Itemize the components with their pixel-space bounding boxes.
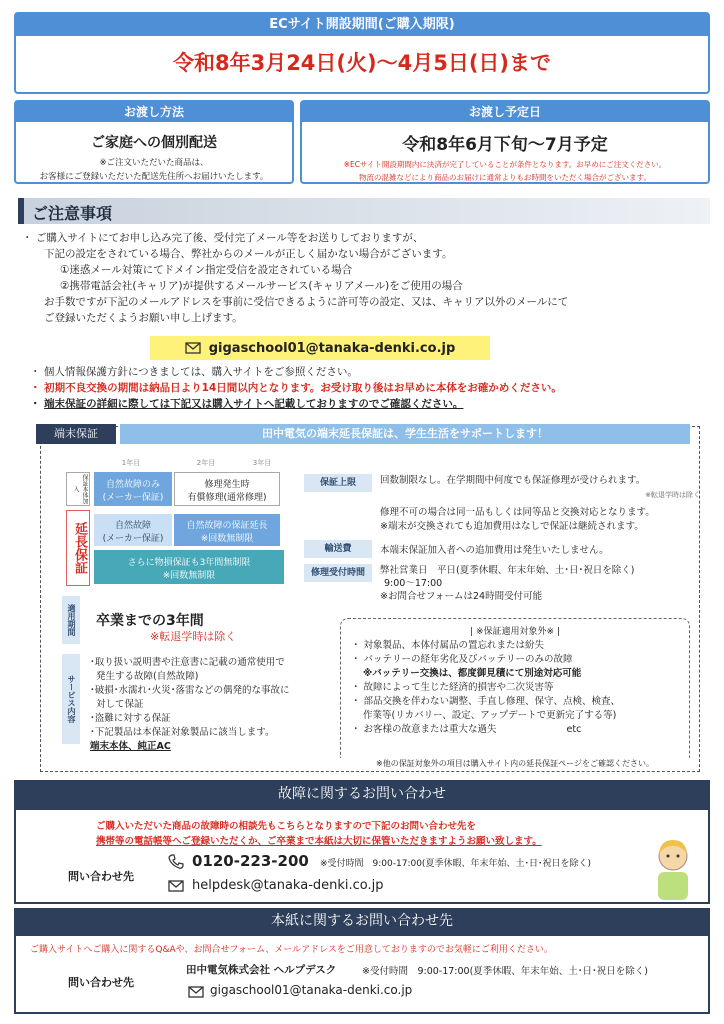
fault-note-2: 携帯等の電話帳等へご登録いただくか、ご卒業まで本紙は大切に保管いただきますようお願い致します。	[96, 836, 542, 847]
exclusion-2b: ※バッテリー交換は、都度御見積にて別途対応可能	[363, 668, 582, 679]
limit-details	[380, 474, 700, 534]
notice-body	[22, 230, 712, 326]
diag-paid: 修理発生時 有償修理(通常修理)	[174, 472, 280, 506]
notice-p1: ・ ご購入サイトにてお申し込み完了後、受付完了メール等をお送りしておりますが、	[22, 232, 424, 244]
service-6: ･下記製品は本保証対象製品に該当します。	[90, 727, 275, 738]
diag-natural: 自然故障 (メーカー保証)	[94, 514, 172, 546]
notice-email-box	[150, 336, 490, 360]
exclusions-box	[340, 618, 690, 764]
exclusions-title: | ※保証適用対象外※ |	[470, 627, 560, 637]
fault-note-1: ご購入いただいた商品の故障時の相談先もこちらとなりますので下記のお問い合わせ先を	[96, 821, 477, 832]
delivery-method-box	[14, 100, 294, 184]
ec-period-box	[14, 12, 710, 94]
diag-extend: 自然故障の保証延長 ※回数無制限	[174, 514, 280, 546]
delivery-schedule-note1: ※ECサイト開設期間内に決済が完了していることが条件となります。お早めにご注文ください。	[343, 160, 667, 169]
exclusion-1: ・ 対象製品、本体付属品の置忘れまたは紛失	[351, 640, 545, 651]
fault-box	[14, 808, 710, 904]
hours-2: 9:00～17:00	[384, 578, 443, 589]
mail-icon	[185, 342, 201, 354]
warranty-diagram	[66, 458, 290, 586]
paper-header: 本紙に関するお問い合わせ先	[14, 908, 710, 934]
exclusion-4b: 作業等(リカバリー、設定、アップデートで更新完了する等)	[363, 710, 617, 721]
notice-email[interactable]: gigaschool01@tanaka-denki.co.jp	[208, 340, 456, 356]
delivery-method-main: ご家庭への個別配送	[91, 135, 217, 151]
maker-label: 保証本体加入	[66, 472, 90, 506]
exclusions-note: ※他の保証対象外の項目は購入サイト内の延長保証ページをご確認ください。	[340, 758, 690, 769]
hours-3: ※お問合せフォームは24時間受付可能	[380, 591, 543, 602]
year-1: 1年目	[121, 459, 141, 467]
delivery-method-note1: ※ご注文いただいた商品は、	[99, 158, 209, 168]
service-details	[90, 656, 330, 754]
ec-period-dates: 令和8年3月24日(火)～4月5日(日)まで	[172, 51, 552, 75]
ext-label: 延長保証	[66, 510, 90, 586]
notice-bullets	[30, 364, 710, 412]
paper-box	[14, 934, 710, 1014]
service-3: ･破損･水濡れ･火災･落雷などの偶発的な事故に	[90, 685, 290, 696]
warranty-tag: 端末保証	[36, 424, 116, 444]
notice-header	[18, 198, 710, 224]
service-7: 端末本体、純正AC	[90, 741, 171, 752]
exclusion-2: ・ バッテリーの経年劣化及びバッテリーのみの故障	[351, 654, 573, 665]
shipping-text: 本端末保証加入者への追加費用は発生いたしません。	[380, 545, 609, 556]
year-2: 2年目	[196, 459, 216, 467]
service-2: 発生する故障(自然故障)	[96, 671, 199, 682]
service-label: サービス内容	[62, 654, 80, 744]
notice-header-bar	[18, 198, 24, 224]
warranty-banner: 田中電気の端末延長保証は、学生生活をサポートします！	[120, 424, 690, 444]
diag-maker: 自然故障のみ (メーカー保証)	[94, 472, 172, 506]
delivery-method-note2: お客様にご登録いただいた配送先住所へお届けいたします。	[39, 172, 269, 182]
paper-email[interactable]: gigaschool01@tanaka-denki.co.jp	[210, 983, 413, 997]
exclusion-4: ・ 部品交換を伴わない調整、手直し修理、保守、点検、検査、	[351, 696, 621, 707]
notice-p3: ①迷惑メール対策にてドメイン指定受信を設定されている場合	[60, 264, 353, 276]
fault-label: 問い合わせ先	[68, 870, 134, 883]
fault-phone-hours: ※受付時間 9:00-17:00(夏季休暇、年末年始、土･日･祝日を除く)	[320, 859, 591, 869]
delivery-schedule-title: お渡し予定日	[302, 102, 708, 122]
mail-icon	[168, 880, 184, 892]
exclusion-3: ・ 故障によって生じた経済的損害や二次災害等	[351, 682, 554, 693]
limit-3: ※端末が交換されても追加費用はなしで保証は継続されます。	[380, 521, 644, 532]
delivery-schedule-box	[300, 100, 710, 184]
shipping-label: 輸送費	[304, 540, 372, 558]
phone-icon	[168, 854, 184, 870]
service-5: ･盗難に対する保証	[90, 713, 171, 724]
notice-title: ご注意事項	[32, 204, 113, 223]
service-4: 対して保証	[96, 699, 144, 710]
paper-label: 問い合わせ先	[68, 976, 134, 989]
delivery-method-title: お渡し方法	[16, 102, 292, 122]
service-1: ･取り扱い説明書や注意書に記載の通常使用で	[90, 657, 285, 668]
delivery-schedule-main: 令和8年6月下旬～7月予定	[402, 135, 608, 155]
fault-phone[interactable]: 0120-223-200	[192, 852, 309, 870]
limit-1: 回数制限なし。在学期間中何度でも保証修理が受けられます。	[380, 475, 646, 486]
notice-p2: 下記の設定をされている場合、弊社からのメールが正しく届かない場合がございます。	[44, 248, 453, 260]
support-person-illustration	[646, 836, 700, 900]
period-label: 適用期間	[62, 596, 80, 644]
delivery-schedule-note2: 物流の混雑などにより商品のお届けに通常よりもお時間をいただく場合がございます。	[359, 173, 651, 182]
hours-details	[380, 564, 634, 603]
fault-email[interactable]: helpdesk@tanaka-denki.co.jp	[192, 878, 384, 893]
exclusion-5: ・ お客様の故意または重大な過失 etc	[351, 724, 582, 735]
paper-hours: ※受付時間 9:00-17:00(夏季休暇、年末年始、土･日･祝日を除く)	[362, 966, 649, 977]
paper-company: 田中電気株式会社 ヘルプデスク	[186, 964, 337, 976]
notice-bullet-2: ・ 初期不良交換の期間は納品日より14日間以内となります。お受け取り後はお早めに本体をお確かめください。	[30, 382, 562, 394]
notice-p5: お手数ですが下記のメールアドレスを事前に受信できるように許可等の設定、又は、キャリア以外のメールにて	[44, 296, 569, 308]
year-3: 3年目	[252, 459, 272, 467]
fault-header: 故障に関するお問い合わせ	[14, 780, 710, 808]
notice-p6: ご登録いただくようお願い申し上げます。	[44, 312, 243, 324]
notice-bullet-1: ・ 個人情報保護方針につきましては、購入サイトをご参照ください。	[30, 366, 358, 378]
period-note: ※転退学時は除く	[150, 630, 237, 643]
ec-period-title: ECサイト開設期間(ご購入期限)	[16, 14, 708, 36]
diag-damage: さらに物損保証も3年間無制限 ※回数無制限	[94, 550, 284, 584]
limit-2: 修理不可の場合は同一品もしくは同等品と交換対応となります。	[380, 507, 655, 518]
limit-1-note: ※転退学時は除く	[645, 491, 700, 499]
hours-1: 弊社営業日 平日(夏季休暇、年末年始、土･日･祝日を除く)	[380, 565, 635, 576]
notice-bullet-3: ・ 端末保証の詳細に際しては下記又は購入サイトへ記載しておりますのでご確認ください。	[30, 398, 464, 410]
limit-label: 保証上限	[304, 474, 372, 492]
paper-note: ご購入サイトへご購入に関するQ&Aや、お問合せフォーム、メールアドレスをご用意しておりますのでお気軽にご利用ください。	[30, 945, 553, 955]
period-main: 卒業までの3年間	[96, 613, 204, 629]
hours-label: 修理受付時間	[304, 564, 372, 582]
mail-icon	[188, 986, 204, 998]
notice-p4: ②携帯電話会社(キャリア)が提供するメールサービス(キャリアメール)をご使用の場合	[60, 280, 463, 292]
